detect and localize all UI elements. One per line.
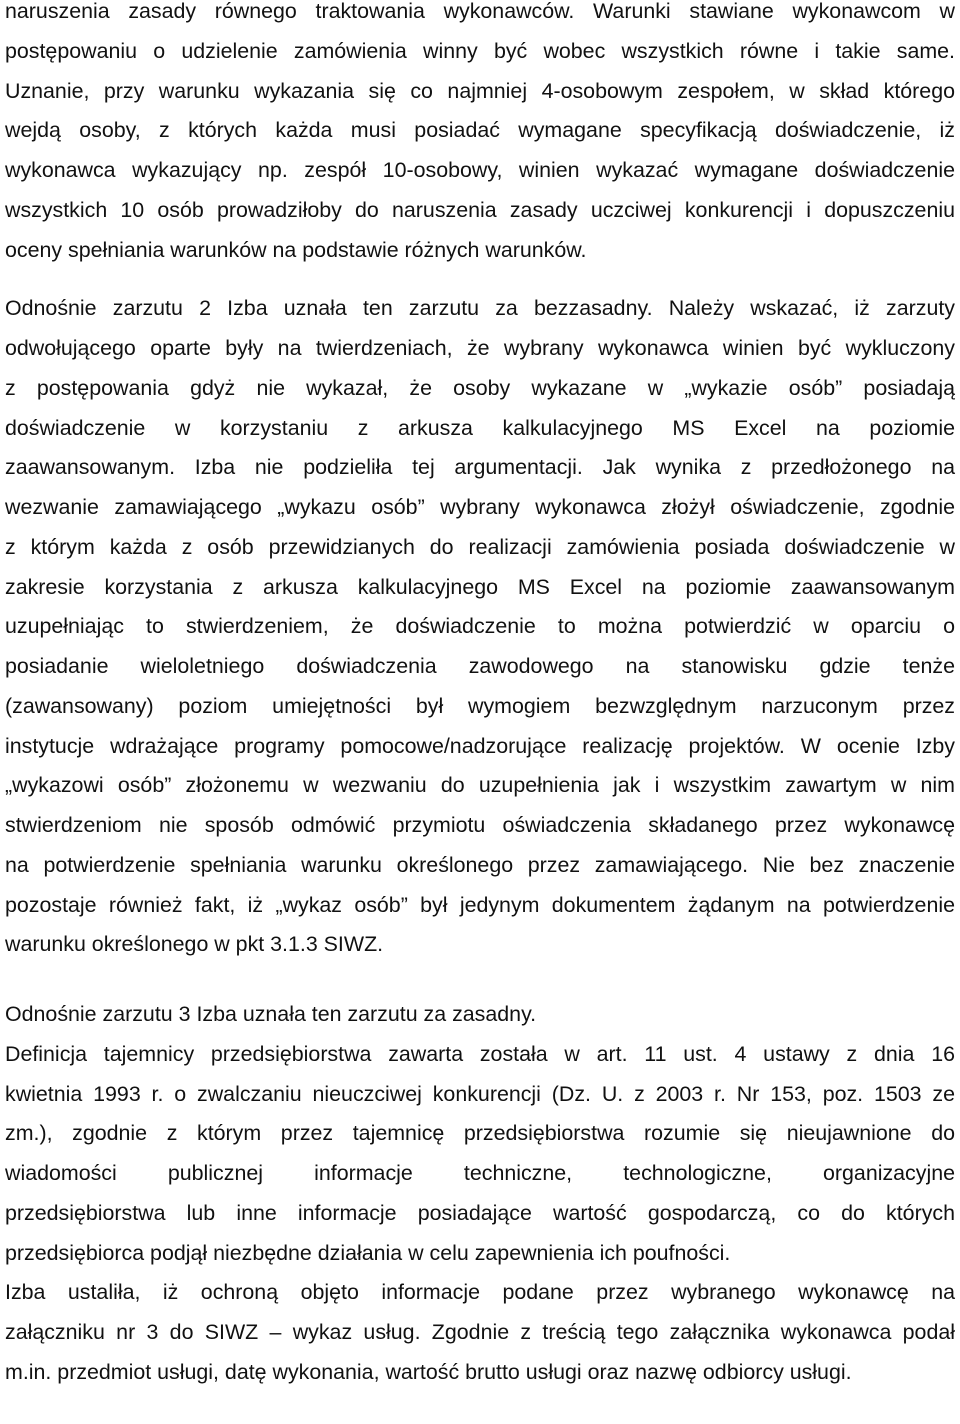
text-line: przedsiębiorca podjął niezbędne działania w celu zapewnienia ich poufności. bbox=[5, 1240, 731, 1265]
text-line: załączniku nr 3 do SIWZ – wykaz usług. Zgodnie z treścią tego załącznika wykonawca podał bbox=[5, 1320, 955, 1344]
text-line: wykonawca wykazujący np. zespół 10-osobowy, winien wykazać wymagane doświadczenie bbox=[5, 158, 955, 182]
text-line: warunku określonego w pkt 3.1.3 SIWZ. bbox=[5, 932, 384, 957]
paragraph-3 bbox=[5, 995, 955, 1035]
paragraph-5 bbox=[5, 1273, 955, 1392]
paragraph-4 bbox=[5, 1035, 955, 1274]
text-line: kwietnia 1993 r. o zwalczaniu nieuczciwej konkurencji (Dz. U. z 2003 r. Nr 153, poz. 1503 ze bbox=[5, 1081, 955, 1106]
paragraph-2 bbox=[5, 289, 955, 965]
text-line: zakresie korzystania z arkusza kalkulacyjnego MS Excel na poziomie zaawansowanym bbox=[5, 574, 955, 599]
text-line: Izba ustaliła, iż ochroną objęto informacje podane przez wybranego wykonawcę na bbox=[5, 1280, 955, 1305]
text-line: wiadomości publicznej informacje techniczne, technologiczne, organizacyjne bbox=[5, 1161, 955, 1185]
text-line: przedsiębiorstwa lub inne informacje posiadające wartość gospodarczą, co do których bbox=[5, 1200, 955, 1225]
text-line: doświadczenie w korzystaniu z arkusza kalkulacyjnego MS Excel na poziomie bbox=[5, 415, 955, 440]
text-line: m.in. przedmiot usługi, datę wykonania, wartość brutto usługi oraz nazwę odbiorcy usługi. bbox=[5, 1359, 852, 1384]
text-line: „wykazowi osób” złożonemu w wezwaniu do uzupełnienia jak i wszystkim zawartym w nim bbox=[5, 773, 955, 798]
text-line: zaawansowanym. Izba nie podzieliła tej argumentacji. Jak wynika z przedłożonego na bbox=[5, 455, 955, 480]
text-line: wezwanie zamawiającego „wykazu osób” wybrany wykonawca złożył oświadczenie, zgodnie bbox=[5, 495, 955, 519]
text-line: postępowaniu o udzielenie zamówienia winny być wobec wszystkich równe i takie same. bbox=[5, 38, 955, 63]
paragraph-1 bbox=[5, 0, 955, 270]
text-line: wszystkich 10 osób prowadziłoby do naruszenia zasady uczciwej konkurencji i dopuszczeniu bbox=[5, 197, 955, 222]
text-line: Uznanie, przy warunku wykazania się co najmniej 4-osobowym zespołem, w skład którego bbox=[5, 78, 955, 103]
text-line: naruszenia zasady równego traktowania wykonawców. Warunki stawiane wykonawcom w bbox=[5, 0, 955, 23]
text-line: odwołującego oparte były na twierdzeniach, że wybrany wykonawca winien być wykluczony bbox=[5, 336, 955, 360]
text-line: z postępowania gdyż nie wykazał, że osoby wykazane w „wykazie osób” posiadają bbox=[5, 375, 955, 400]
text-line: z którym każda z osób przewidzianych do realizacji zamówienia posiada doświadczenie w bbox=[5, 534, 955, 559]
text-line: instytucje wdrażające programy pomocowe/nadzorujące realizację projektów. W ocenie Izby bbox=[5, 733, 955, 758]
text-line: zm.), zgodnie z którym przez tajemnicę przedsiębiorstwa rozumie się nieujawnione do bbox=[5, 1121, 955, 1146]
text-line: pozostaje również fakt, iż „wykaz osób” był jedynym dokumentem żądanym na potwierdzenie bbox=[5, 892, 955, 917]
text-line: Odnośnie zarzutu 3 Izba uznała ten zarzutu za zasadny. bbox=[5, 1002, 537, 1026]
document-body bbox=[5, 0, 955, 1393]
text-line: stwierdzeniom nie sposób odmówić przymiotu oświadczenia składanego przez wykonawcę bbox=[5, 813, 955, 837]
text-line: wejdą osoby, z których każda musi posiadać wymagane specyfikacją doświadczenie, iż bbox=[5, 118, 955, 143]
text-line: (zawansowany) poziom umiejętności był wymogiem bezwzględnym narzuconym przez bbox=[5, 693, 955, 718]
text-line: Definicja tajemnicy przedsiębiorstwa zawarta została w art. 11 ust. 4 ustawy z dnia 16 bbox=[5, 1041, 955, 1066]
text-line: uzupełniając to stwierdzeniem, że doświadczenie to można potwierdzić w oparciu o bbox=[5, 614, 955, 639]
text-line: Odnośnie zarzutu 2 Izba uznała ten zarzutu za bezzasadny. Należy wskazać, iż zarzuty bbox=[5, 296, 955, 321]
text-line: oceny spełniania warunków na podstawie różnych warunków. bbox=[5, 237, 587, 262]
text-line: na potwierdzenie spełniania warunku określonego przez zamawiającego. Nie bez znaczenie bbox=[5, 852, 955, 877]
text-line: posiadanie wieloletniego doświadczenia zawodowego na stanowisku gdzie tenże bbox=[5, 654, 955, 678]
